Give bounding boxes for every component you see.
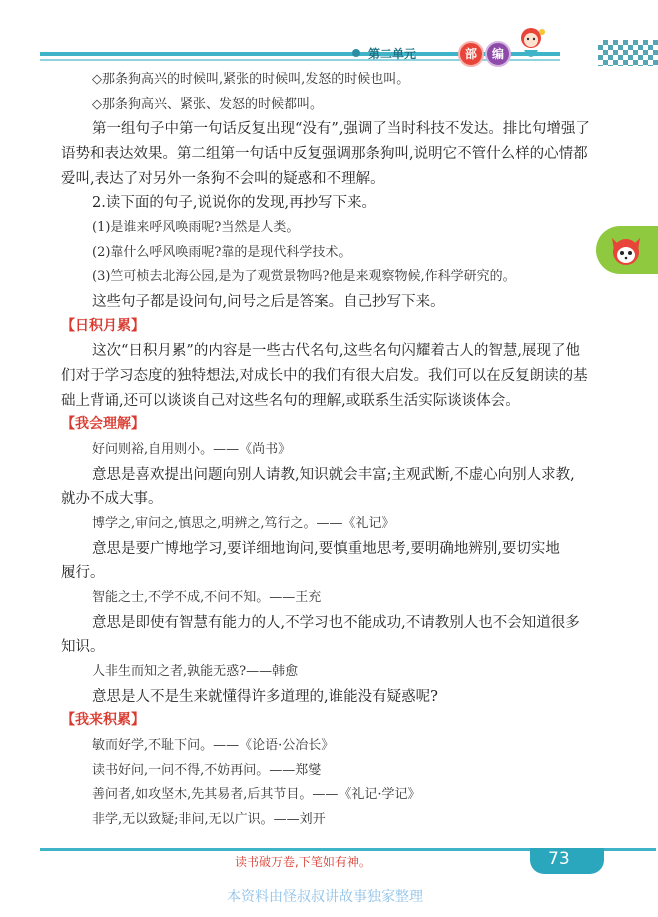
badge-bu: 部: [458, 41, 484, 67]
side-tab: [596, 226, 658, 274]
section-heading: 【我来积累】: [61, 712, 145, 728]
text-line: 智能之士,不学不成,不问不知。——王充: [92, 590, 322, 605]
section-heading: 【我会理解】: [61, 416, 145, 432]
text-line: (1)是谁来呼风唤雨呢?当然是人类。: [92, 220, 300, 235]
text-line: 敏而好学,不耻下问。——《论语·公冶长》: [92, 738, 335, 753]
text-line: 读书好问,一问不得,不妨再问。——郑燮: [92, 763, 322, 778]
text-line: 意思是即使有智慧有能力的人,不学习也不能成功,不请教别人也不会知道很多: [92, 615, 580, 631]
text-line: (3)竺可桢去北海公园,是为了观赏景物吗?他是来观察物候,作科学研究的。: [92, 269, 516, 284]
text-line: 语势和表达效果。第二组第一句话中反复强调那条狗叫,说明它不管什么样的心情都: [61, 146, 588, 162]
text-line: 博学之,审问之,慎思之,明辨之,笃行之。——《礼记》: [92, 516, 395, 531]
mascot-girl-icon: [514, 24, 548, 64]
text-line: 好问则裕,自用则小。——《尚书》: [92, 442, 292, 457]
text-line: 就办不成大事。: [61, 491, 163, 507]
badge-bian: 编: [485, 41, 511, 67]
section-heading: 【日积月累】: [61, 318, 145, 334]
text-line: 善问者,如攻坚木,先其易者,后其节目。——《礼记·学记》: [92, 787, 421, 802]
text-line: 第一组句子中第一句话反复出现“没有”,强调了当时科技不发达。排比句增强了: [92, 121, 590, 137]
text-line: 2.读下面的句子,说说你的发现,再抄写下来。: [92, 195, 377, 211]
text-line: 这些句子都是设问句,问号之后是答案。自己抄写下来。: [92, 294, 445, 310]
text-line: 意思是喜欢提出问题向别人请教,知识就会丰富;主观武断,不虚心向别人求教,: [92, 467, 575, 483]
text-line: 爱叫,表达了对另外一条狗不会叫的疑惑和不理解。: [61, 171, 385, 187]
text-line: 非学,无以致疑;非问,无以广识。——刘开: [92, 812, 326, 827]
checker-decoration: [598, 40, 658, 66]
unit-title: 第二单元: [368, 47, 417, 61]
page-number: 73: [548, 849, 570, 869]
text-line: ◇那条狗高兴的时候叫,紧张的时候叫,发怒的时候也叫。: [92, 72, 410, 87]
text-line: 们对于学习态度的独特想法,对成长中的我们有很大启发。我们可以在反复朗读的基: [61, 368, 588, 384]
text-line: 意思是人不是生来就懂得许多道理的,谁能没有疑惑呢?: [92, 689, 438, 705]
text-line: 人非生而知之者,孰能无惑?——韩愈: [92, 664, 299, 679]
fox-mascot-icon: [608, 232, 644, 268]
unit-dot-icon: [352, 49, 360, 57]
text-line: 知识。: [61, 639, 105, 655]
text-line: 这次“日积月累”的内容是一些古代名句,这些名句闪耀着古人的智慧,展现了他: [92, 343, 581, 359]
text-line: ◇那条狗高兴、紧张、发怒的时候都叫。: [92, 97, 323, 112]
text-line: 础上背诵,还可以谈谈自己对这些名句的理解,或联系生活实际谈谈体会。: [61, 393, 520, 409]
watermark-text: 本资料由怪叔叔讲故事独家整理: [227, 889, 423, 905]
text-line: 履行。: [61, 565, 105, 581]
text-line: 意思是要广博地学习,要详细地询问,要慎重地思考,要明确地辨别,要切实地: [92, 541, 560, 557]
text-line: (2)靠什么呼风唤雨呢?靠的是现代科学技术。: [92, 245, 352, 260]
footer-quote: 读书破万卷,下笔如有神。: [235, 855, 371, 869]
